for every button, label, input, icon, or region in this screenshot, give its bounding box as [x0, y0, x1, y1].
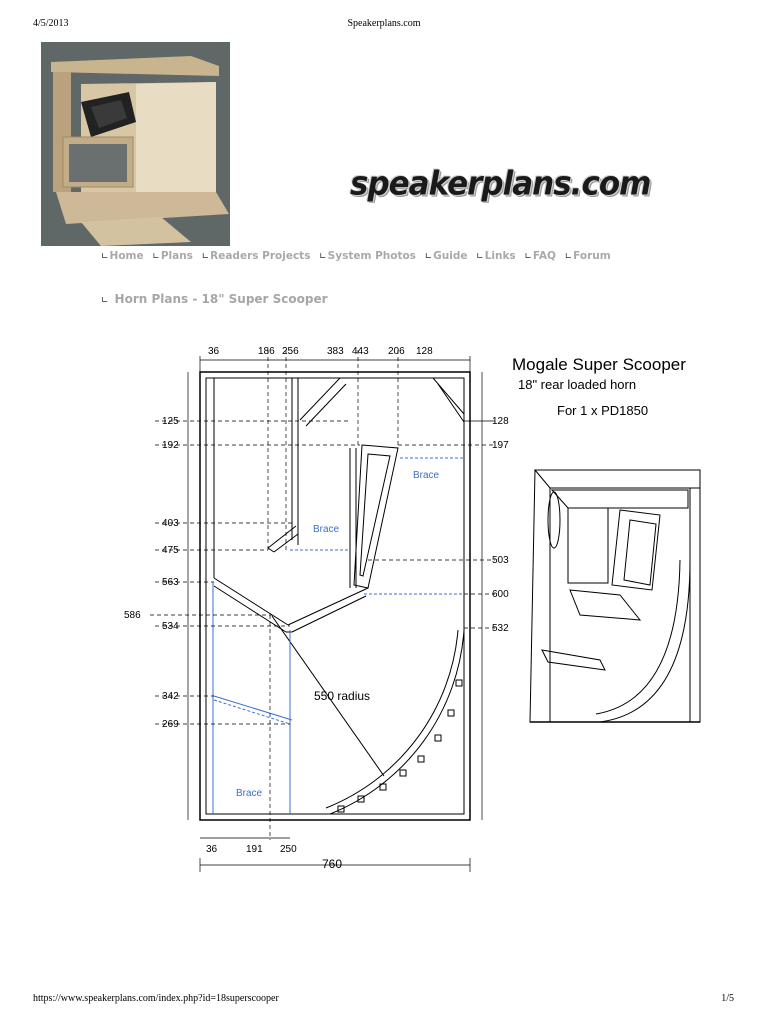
- dim-left-586: 586: [124, 610, 141, 621]
- dim-top-36: 36: [208, 346, 220, 357]
- print-url: https://www.speakerplans.com/index.php?id=18superscooper: [33, 993, 279, 1004]
- nav-faq[interactable]: ∟FAQ: [524, 250, 556, 262]
- drawing-subtitle: 18" rear loaded horn: [518, 377, 637, 392]
- isometric-cabinet-sketch: [530, 470, 700, 722]
- bullet-icon: ∟: [524, 252, 532, 262]
- dim-bottom-250: 250: [280, 844, 297, 855]
- dim-bottom-191: 191: [246, 844, 263, 855]
- dim-left-403: 403: [162, 518, 179, 529]
- dim-left-534: 534: [162, 621, 179, 632]
- bullet-icon: ∟: [424, 252, 433, 262]
- radius-label: 550 radius: [314, 689, 371, 703]
- page-heading-text: Horn Plans - 18" Super Scooper: [114, 292, 328, 306]
- site-logo[interactable]: speakerplans.com: [350, 165, 651, 203]
- nav-links[interactable]: ∟Links: [476, 250, 516, 262]
- drawing-driver: For 1 x PD1850: [557, 403, 649, 418]
- cabinet-photo: [41, 42, 230, 246]
- dim-right-128: 128: [492, 416, 509, 427]
- horn-plan-drawing: [100, 330, 740, 890]
- dim-left-563: 563: [162, 577, 179, 588]
- dim-right-503: 503: [492, 555, 509, 566]
- bullet-icon: ∟: [152, 252, 160, 262]
- dim-top-383: 383: [327, 346, 344, 357]
- dim-left-125: 125: [162, 416, 179, 427]
- dim-left-342: 342: [162, 691, 179, 702]
- nav-plans[interactable]: ∟Plans: [152, 250, 193, 262]
- dim-right-600: 600: [492, 589, 509, 600]
- main-nav: [101, 250, 616, 262]
- print-site-title: Speakerplans.com: [347, 18, 421, 29]
- bullet-icon: ∟: [564, 252, 573, 262]
- bullet-icon: ∟: [101, 252, 109, 262]
- dim-left-269: 269: [162, 719, 179, 730]
- brace-label-1: Brace: [413, 470, 440, 481]
- bullet-icon: ∟: [201, 252, 210, 262]
- dim-right-197: 197: [492, 440, 509, 451]
- dim-top-128: 128: [416, 346, 433, 357]
- brace-label-2: Brace: [313, 524, 340, 535]
- dim-bottom-36: 36: [206, 844, 218, 855]
- bullet-icon: ∟: [319, 252, 327, 262]
- print-date: 4/5/2013: [33, 18, 69, 29]
- drawing-title: Mogale Super Scooper: [512, 355, 686, 374]
- nav-home[interactable]: ∟Home: [101, 250, 144, 262]
- brace-label-3: Brace: [236, 788, 263, 799]
- dim-width-760: 760: [322, 857, 343, 871]
- nav-readers-projects[interactable]: ∟Readers Projects: [201, 250, 311, 262]
- dim-top-186: 186: [258, 346, 275, 357]
- page-heading: [101, 292, 328, 306]
- nav-forum[interactable]: ∟Forum: [564, 250, 611, 262]
- dim-right-532: 532: [492, 623, 509, 634]
- print-header: [0, 18, 768, 32]
- bullet-icon: ∟: [101, 296, 109, 306]
- dim-top-256: 256: [282, 346, 299, 357]
- dim-top-443: 443: [352, 346, 369, 357]
- nav-system-photos[interactable]: ∟System Photos: [319, 250, 416, 262]
- dim-left-475: 475: [162, 545, 179, 556]
- page-number: 1/5: [721, 993, 734, 1004]
- nav-guide[interactable]: ∟Guide: [424, 250, 468, 262]
- dim-left-192: 192: [162, 440, 179, 451]
- dim-top-206: 206: [388, 346, 405, 357]
- bullet-icon: ∟: [476, 252, 484, 262]
